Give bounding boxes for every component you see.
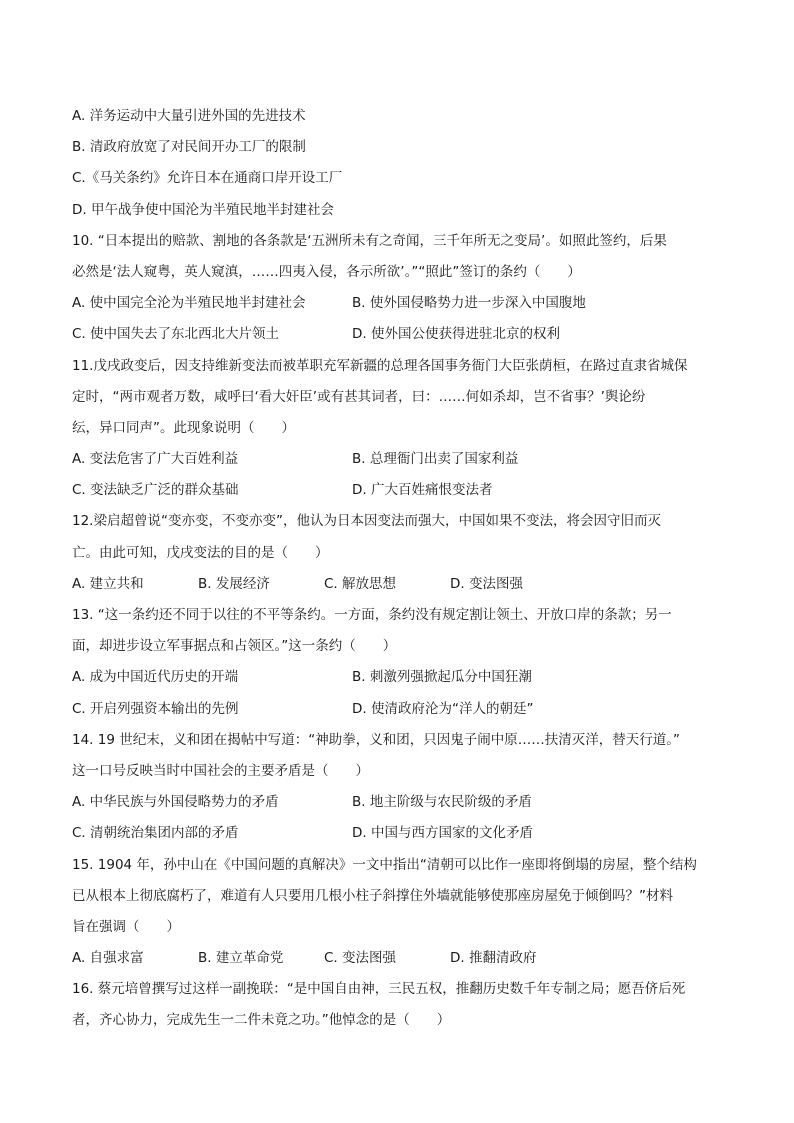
option-12d: D. 变法图强 (450, 575, 523, 592)
question-10-stem-line: 必然是‘法人窥粤，英人窥滇，……四夷入侵，各示所欲’。”“照此”签订的条约（ ） (72, 263, 581, 280)
question-13-options-row (72, 694, 724, 725)
option-13a: A. 成为中国近代历史的开端 (72, 669, 239, 686)
option-13c: C. 开启列强资本输出的先例 (72, 700, 239, 717)
option-9a: A. 洋务运动中大量引进外国的先进技术 (72, 108, 306, 124)
question-16 (72, 974, 724, 1036)
question-10 (72, 226, 724, 351)
option-9c: C.《马关条约》允许日本在通商口岸开设工厂 (72, 170, 343, 187)
question-12-stem-line: 亡。由此可知，戊戌变法的目的是（ ） (72, 544, 329, 561)
question-11-options-row (72, 444, 724, 475)
question-14 (72, 725, 724, 850)
question-11-stem-line: 定时，“两市观者万数，咸呼曰‘看大奸臣’或有甚其词者，曰：……何如杀却，岂不省事？’舆论纷 (72, 388, 646, 405)
question-12-stem-line: 12.梁启超曾说“变亦变，不变亦变”，他认为日本因变法而强大，中国如果不变法，将会因守旧而灭 (72, 513, 661, 530)
option-14a: A. 中华民族与外国侵略势力的矛盾 (72, 794, 279, 811)
option-10d: D. 使外国公使获得进驻北京的权利 (352, 326, 560, 343)
question-11-stem-line: 11.戊戌政变后，因支持维新变法而被革职充军新疆的总理各国事务衙门大臣张荫桓，在路过直隶省城保 (72, 357, 688, 374)
question-10-options-row (72, 319, 724, 350)
question-13-options-row (72, 662, 724, 693)
option-15d: D. 推翻清政府 (450, 950, 537, 967)
question-11-options-row (72, 475, 724, 506)
option-13b: B. 刺激列强掀起瓜分中国狂潮 (352, 669, 532, 686)
option-12a: A. 建立共和 (72, 575, 144, 592)
option-11c: C. 变法缺乏广泛的群众基础 (72, 482, 239, 499)
question-16-stem-line: 者，齐心协力，完成先生一二件未竟之功。”他悼念的是（ ） (72, 1012, 451, 1029)
question-15-stem-line: 旨在强调（ ） (72, 918, 180, 935)
question-14-options-row (72, 787, 724, 818)
option-14c: C. 清朝统治集团内部的矛盾 (72, 825, 239, 842)
question-13 (72, 600, 724, 725)
option-15b: B. 建立革命党 (198, 950, 284, 967)
option-11d: D. 广大百姓痛恨变法者 (352, 482, 493, 499)
question-15-stem-line: 已从根本上彻底腐朽了，难道有人只要用几根小柱子斜撑住外墙就能够使那座房屋免于倾倒吗？”材料 (72, 887, 673, 904)
question-10-options-row (72, 288, 724, 319)
question-9-options (72, 101, 724, 226)
question-15-options-row (72, 943, 724, 974)
option-11a: A. 变法危害了广大百姓利益 (72, 451, 239, 468)
question-13-stem-line: 13. “这一条约还不同于以往的不平等条约。一方面，条约没有规定割让领土、开放口岸的条款；另一 (72, 607, 672, 623)
question-11-stem-line: 纭，异口同声”。此现象说明（ ） (72, 419, 295, 436)
question-15 (72, 850, 724, 975)
option-9b: B. 清政府放宽了对民间开办工厂的限制 (72, 139, 306, 156)
option-10c: C. 使中国失去了东北西北大片领土 (72, 326, 280, 343)
option-12c: C. 解放思想 (324, 575, 397, 592)
option-11b: B. 总理衙门出卖了国家利益 (352, 451, 519, 468)
question-15-stem-line: 15. 1904 年，孙中山在《中国问题的真解决》一文中指出“清朝可以比作一座即将倒塌的房屋，整个结构 (72, 856, 697, 873)
question-11 (72, 351, 724, 507)
question-14-stem-line: 14. 19 世纪末，义和团在揭帖中写道：“神助拳，义和团，只因鬼子闹中原……扶清灭洋，替天行道。” (72, 731, 680, 748)
option-14b: B. 地主阶级与农民阶级的矛盾 (352, 794, 532, 811)
option-10a: A. 使中国完全沦为半殖民地半封建社会 (72, 295, 306, 312)
option-14d: D. 中国与西方国家的文化矛盾 (352, 825, 533, 842)
question-content (72, 101, 724, 1037)
option-9d: D. 甲午战争使中国沦为半殖民地半封建社会 (72, 201, 334, 218)
option-15a: A. 自强求富 (72, 950, 144, 967)
option-10b: B. 使外国侵略势力进一步深入中国腹地 (352, 295, 586, 312)
option-12b: B. 发展经济 (198, 575, 270, 592)
question-12 (72, 506, 724, 600)
question-14-options-row (72, 818, 724, 849)
option-13d: D. 使清政府沦为“洋人的朝廷” (352, 700, 534, 717)
question-14-stem-line: 这一口号反映当时中国社会的主要矛盾是（ ） (72, 762, 369, 779)
question-16-stem-line: 16. 蔡元培曾撰写过这样一副挽联：“是中国自由神，三民五权，推翻历史数千年专制之局；愿吾侪后死 (72, 981, 686, 998)
question-13-stem-line: 面，却进步设立军事据点和占领区。”这一条约（ ） (72, 638, 397, 655)
option-15c: C. 变法图强 (324, 950, 397, 967)
question-10-stem-line: 10. “日本提出的赔款、割地的各条款是‘五洲所未有之奇闻，三千年所无之变局’。如照此签约，后果 (72, 232, 667, 249)
question-12-options-row (72, 569, 724, 600)
